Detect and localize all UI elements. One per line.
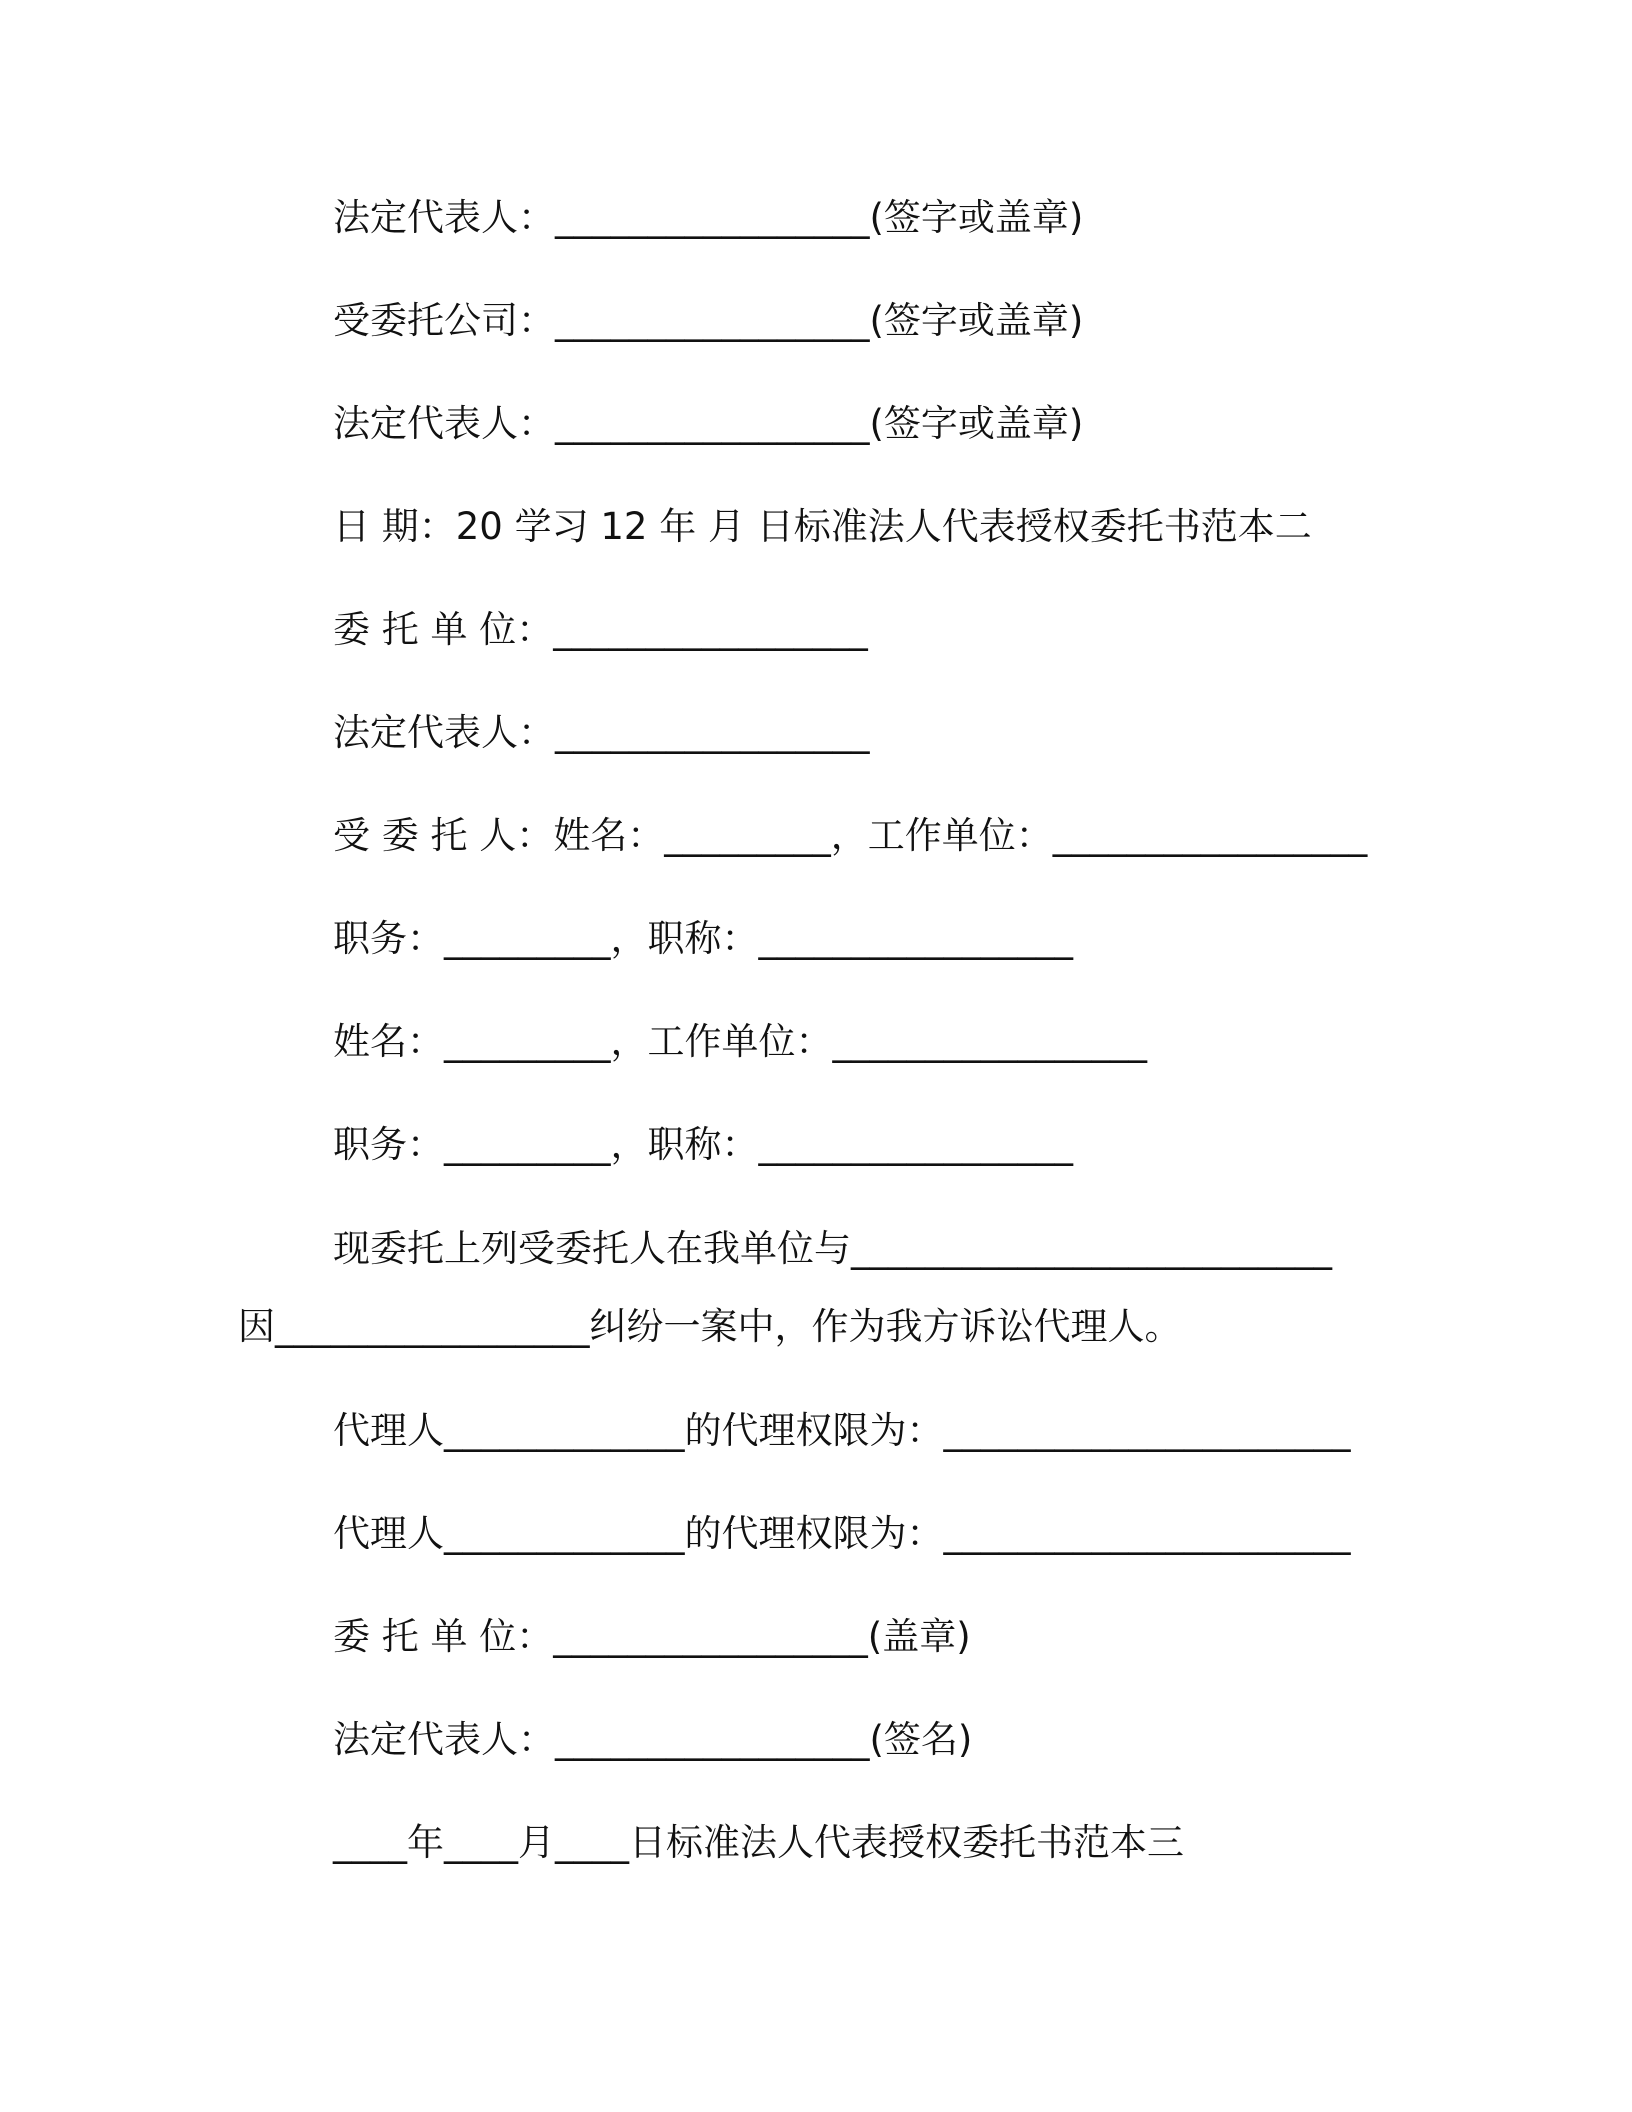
date-and-sample-two-title: 日 期：20 学习 12 年 月 日标准法人代表授权委托书范本二 — [333, 505, 1312, 548]
position-title-line-2: 职务：_________，职称：_________________ — [333, 1123, 1073, 1166]
name-workplace-line: 姓名：_________，工作单位：_________________ — [333, 1020, 1147, 1063]
trustee-name-workplace-line: 受 委 托 人：姓名：_________，工作单位：_________________ — [333, 814, 1368, 857]
legal-representative-line-3: 法定代表人：_________________ — [333, 711, 870, 754]
agent-authority-line-2: 代理人_____________的代理权限为：______________________ — [333, 1512, 1351, 1555]
entrustment-paragraph-line-2: 因_________________纠纷一案中，作为我方诉讼代理人。 — [238, 1305, 1182, 1348]
entrusted-company-line: 受委托公司：_________________(签字或盖章) — [333, 299, 1084, 342]
legal-representative-line-1: 法定代表人：_________________(签字或盖章) — [333, 196, 1084, 239]
date-and-sample-three-title: ____年____月____日标准法人代表授权委托书范本三 — [333, 1821, 1184, 1864]
entrusting-unit-seal-line: 委 托 单 位：_________________(盖章) — [333, 1615, 971, 1658]
entrusting-unit-line: 委 托 单 位：_________________ — [333, 608, 868, 651]
legal-representative-signature-line: 法定代表人：_________________(签名) — [333, 1718, 973, 1761]
entrustment-paragraph-line-1: 现委托上列受委托人在我单位与__________________________ — [333, 1227, 1332, 1270]
agent-authority-line-1: 代理人_____________的代理权限为：______________________ — [333, 1409, 1351, 1452]
legal-representative-line-2: 法定代表人：_________________(签字或盖章) — [333, 402, 1084, 445]
position-title-line-1: 职务：_________，职称：_________________ — [333, 917, 1073, 960]
